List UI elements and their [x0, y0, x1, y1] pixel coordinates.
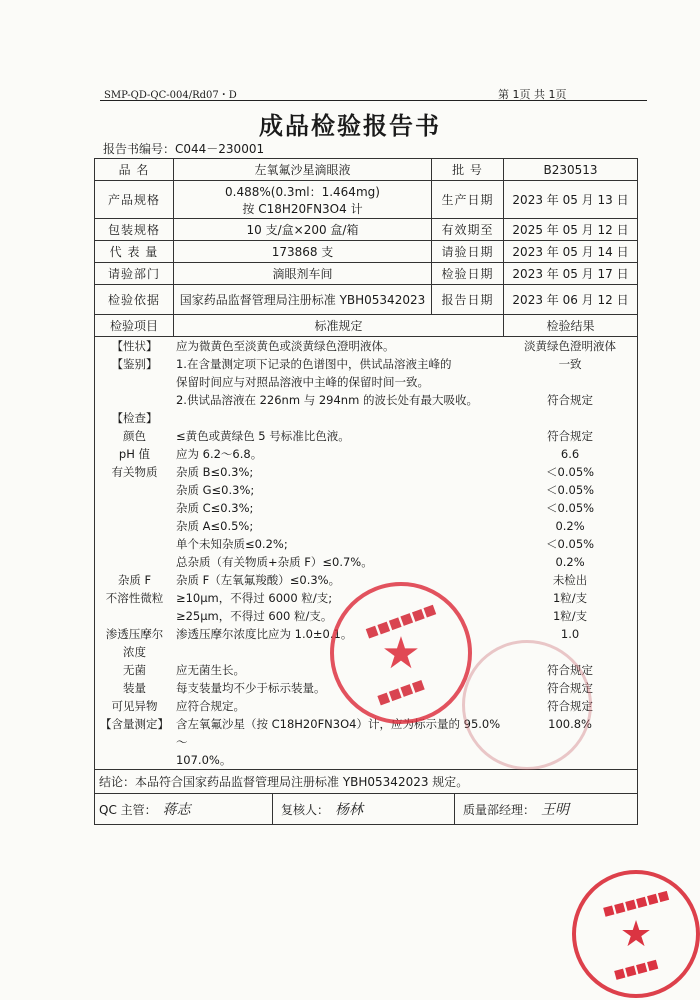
test-standard: 应无菌生长。	[175, 663, 245, 677]
test-result: 未检出	[552, 573, 588, 587]
test-standard: 总杂质（有关物质+杂质 F）≤0.7%。	[175, 555, 373, 569]
reviewer-label: 复核人：	[281, 803, 330, 817]
test-standard: 保留时间应与对照品溶液中主峰的保留时间一致。	[175, 375, 429, 389]
test-result: 6.6	[560, 447, 580, 461]
test-item: 【鉴别】	[111, 357, 158, 371]
quality-seal-text-bottom: ■■■■	[612, 956, 660, 982]
product-name-label: 品 名	[95, 159, 174, 181]
test-standard: 渗透压摩尔浓度比应为 1.0±0.1。	[175, 627, 353, 641]
test-item: 【性状】	[111, 339, 158, 353]
request-date-value: 2023 年 05 月 14 日	[504, 241, 638, 263]
spec-line-2: 按 C18H20FN3O4 计	[242, 201, 363, 216]
test-result: ＜0.05%	[546, 465, 595, 479]
test-result: 符合规定	[547, 429, 594, 443]
test-row	[95, 445, 637, 463]
test-standard: 应为微黄色至淡黄色或淡黄绿色澄明液体。	[175, 339, 395, 353]
report-number: 报告书编号：C044－230001	[103, 142, 265, 156]
document-code: SMP-QD-QC-004/Rd07・D	[104, 90, 237, 101]
test-item: 杂质 F	[117, 573, 152, 587]
product-name-value: 左氧氟沙星滴眼液	[174, 159, 432, 181]
test-item	[95, 373, 174, 391]
qc-manager-signature-block	[95, 794, 273, 824]
test-item	[95, 499, 174, 517]
department-value: 滴眼剂车间	[174, 263, 432, 285]
sample-quantity-value: 173868 支	[174, 241, 432, 263]
tests-item-header: 检验项目	[95, 315, 174, 337]
test-standard: 应为 6.2～6.8。	[175, 447, 263, 461]
test-standard	[174, 409, 503, 427]
header-rule	[100, 100, 647, 101]
test-standard: ≥25μm，不得过 600 粒/支。	[175, 609, 333, 623]
test-item	[95, 535, 174, 553]
page-title: 成品检验报告书	[259, 111, 441, 140]
inspection-seal-text-top: ■■■■■■	[363, 601, 439, 642]
qa-manager-label: 质量部经理：	[463, 803, 536, 817]
test-item: 装量	[122, 681, 146, 695]
test-result: 100.8%	[548, 717, 592, 731]
test-standard: ≤黄色或黄绿色 5 号标准比色液。	[175, 429, 350, 443]
test-result: 1粒/支	[552, 609, 588, 623]
qa-manager-signature-block	[455, 794, 638, 824]
test-item: 浓度	[122, 645, 146, 659]
expiry-label: 有效期至	[432, 219, 504, 241]
test-standard: 单个未知杂质≤0.2%;	[175, 537, 288, 551]
test-result: 淡黄绿色澄明液体	[524, 339, 617, 353]
test-item	[95, 607, 174, 625]
test-result: ＜0.05%	[546, 537, 595, 551]
quality-seal-stamp	[572, 870, 700, 998]
tests-result-header: 检验结果	[504, 315, 638, 337]
test-row	[95, 355, 637, 373]
test-item: 颜色	[122, 429, 146, 443]
test-row	[95, 409, 637, 427]
test-row	[95, 571, 637, 589]
test-row	[95, 391, 637, 409]
test-item: 不溶性微粒	[105, 591, 164, 605]
test-row	[95, 499, 637, 517]
test-result	[503, 409, 637, 427]
test-standard: 107.0%。	[175, 753, 232, 767]
test-row	[95, 337, 637, 355]
test-result: 1.0	[560, 627, 580, 641]
sample-quantity-label: 代 表 量	[95, 241, 174, 263]
batch-label: 批 号	[432, 159, 504, 181]
spec-line-1: 0.488%(0.3ml：1.464mg)	[225, 184, 380, 199]
star-icon: ★	[619, 913, 653, 955]
test-standard: 杂质 B≤0.3%;	[175, 465, 254, 479]
test-standard: 杂质 C≤0.3%;	[175, 501, 254, 515]
report-date-label: 报告日期	[432, 285, 504, 315]
inspection-seal-text-bottom: ■■■■	[375, 677, 427, 708]
test-item	[95, 481, 174, 499]
test-row	[95, 553, 637, 571]
test-standard: 1.在含量测定项下记录的色谱图中，供试品溶液主峰的	[175, 357, 452, 371]
basis-label: 检验依据	[95, 285, 174, 315]
test-row	[95, 517, 637, 535]
test-item	[95, 751, 174, 769]
qa-manager-signature: 王明	[541, 802, 570, 818]
test-result: 符合规定	[547, 663, 594, 677]
test-row	[95, 427, 637, 445]
department-label: 请验部门	[95, 263, 174, 285]
package-label: 包装规格	[95, 219, 174, 241]
test-result: 0.2%	[555, 555, 585, 569]
test-standard: 杂质 F（左氧氟羧酸）≤0.3%。	[175, 573, 341, 587]
spec-label: 产品规格	[95, 181, 174, 219]
test-item	[95, 553, 174, 571]
conclusion: 结论：本品符合国家药品监督管理局注册标准 YBH05342023 规定。	[95, 770, 638, 794]
test-result: 0.2%	[555, 519, 585, 533]
star-icon: ★	[381, 627, 421, 679]
qc-manager-signature: 蒋志	[162, 802, 191, 818]
test-item	[95, 391, 174, 409]
test-item: 【含量测定】	[99, 717, 169, 731]
tests-standard-header: 标准规定	[174, 315, 504, 337]
test-result: ＜0.05%	[546, 501, 595, 515]
test-standard: 每支装量均不少于标示装量。	[175, 681, 326, 695]
test-standard: 杂质 G≤0.3%;	[175, 483, 255, 497]
test-row	[95, 481, 637, 499]
test-result: 1粒/支	[552, 591, 588, 605]
test-item: pH 值	[118, 447, 151, 461]
test-standard: 含左氧氟沙星（按 C18H20FN3O4）计，应为标示量的 95.0%～	[175, 717, 501, 749]
spec-cell	[174, 181, 432, 219]
faded-seal-stamp	[462, 640, 592, 770]
test-item: 无菌	[122, 663, 146, 677]
test-row	[95, 535, 637, 553]
expiry-value: 2025 年 05 月 12 日	[504, 219, 638, 241]
production-date-label: 生产日期	[432, 181, 504, 219]
test-standard: 2.供试品溶液在 226nm 与 294nm 的波长处有最大吸收。	[175, 393, 478, 407]
test-result: 符合规定	[547, 681, 594, 695]
quality-seal-text-top: ■■■■■■	[601, 887, 671, 919]
test-date-label: 检验日期	[432, 263, 504, 285]
package-value: 10 支/盒×200 盒/箱	[174, 219, 432, 241]
production-date-value: 2023 年 05 月 13 日	[504, 181, 638, 219]
test-item	[95, 517, 174, 535]
test-standard: ≥10μm，不得过 6000 粒/支;	[175, 591, 333, 605]
test-item: 渗透压摩尔	[105, 627, 164, 641]
page-info: 第 1页 共 1页	[498, 88, 567, 101]
batch-value: B230513	[504, 159, 638, 181]
test-result: 符合规定	[547, 699, 594, 713]
test-item: 可见异物	[111, 699, 158, 713]
reviewer-signature: 杨林	[335, 802, 364, 818]
qc-manager-label: QC 主管：	[99, 803, 157, 817]
report-date-value: 2023 年 06 月 12 日	[504, 285, 638, 315]
test-row	[95, 373, 637, 391]
request-date-label: 请验日期	[432, 241, 504, 263]
test-item: 【检查】	[111, 411, 158, 425]
reviewer-signature-block	[273, 794, 455, 824]
basis-value: 国家药品监督管理局注册标准 YBH05342023	[174, 285, 432, 315]
test-date-value: 2023 年 05 月 17 日	[504, 263, 638, 285]
test-standard: 应符合规定。	[175, 699, 245, 713]
test-result: 符合规定	[547, 393, 594, 407]
test-result: 一致	[558, 357, 582, 371]
test-result: ＜0.05%	[546, 483, 595, 497]
test-result	[503, 373, 637, 391]
test-row	[95, 463, 637, 481]
inspection-seal-stamp	[330, 582, 472, 724]
test-item: 有关物质	[111, 465, 158, 479]
test-standard: 杂质 A≤0.5%;	[175, 519, 254, 533]
